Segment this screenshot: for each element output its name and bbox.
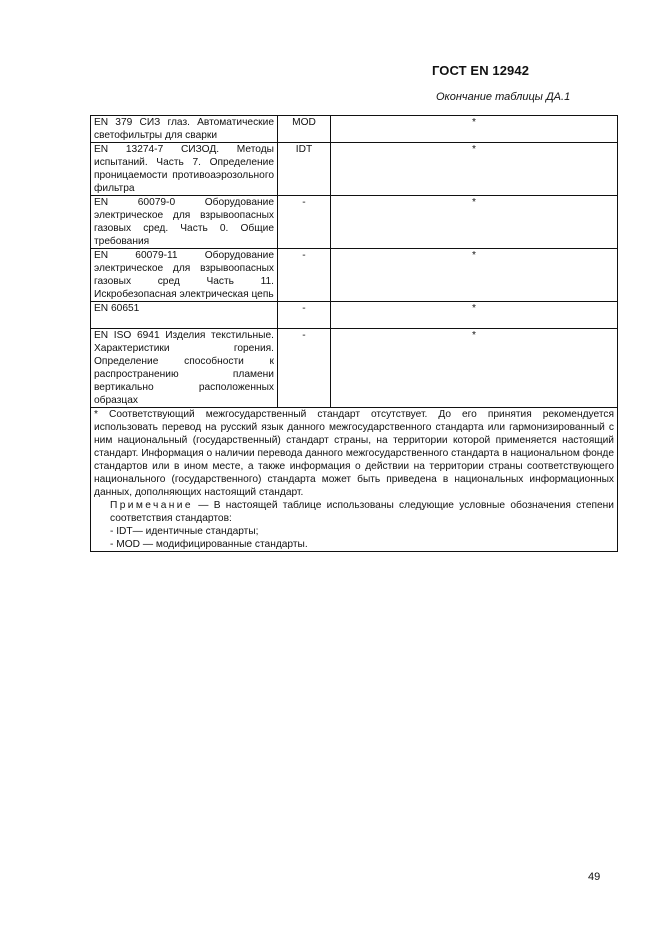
table-row (91, 116, 618, 143)
conformity-degree: - (278, 196, 331, 249)
footnote-text: * Соответствующий межгосударственный стандарт отсутствует. До его принятия рекомендуется использовать перевод на русский язык данного межгосударственного стандарта или гармонизированный с ним национальный (государственный) стандарт страны, на территории которой применяется настоящий стандарт. Информация о наличии перевода данного межгосударственного стандарта в национальном фонде стандартов или в ином месте, а также информация о действии на территории страны соответствующего национального (государственного) стандарта может быть приведена в национальных информационных данных, дополняющих настоящий стандарт. (94, 409, 614, 498)
national-standard: * (331, 116, 618, 143)
footnote-cell (91, 408, 618, 552)
table-caption: Окончание таблицы ДА.1 (436, 91, 571, 103)
footnote-row (91, 408, 618, 552)
standard-name: EN 60651 (91, 302, 278, 329)
standards-table (90, 115, 618, 552)
standard-name: EN 13274-7 СИЗОД. Методы испытаний. Часть 7. Определение проницаемости противоаэрозольного фильтра (91, 143, 278, 196)
national-standard: * (331, 302, 618, 329)
national-standard: * (331, 249, 618, 302)
conformity-degree: - (278, 302, 331, 329)
conformity-degree: - (278, 329, 331, 408)
note-text: — В настоящей таблице использованы следующие условные обозначения степени соответствия стандартов: (110, 500, 614, 524)
table-row (91, 196, 618, 249)
note-paragraph (94, 499, 614, 525)
standard-name: EN 60079-0 Оборудование электрическое для взрывоопасных газовых сред. Часть 0. Общие требования (91, 196, 278, 249)
table-row (91, 249, 618, 302)
standard-name: EN 60079-11 Оборудование электрическое для взрывоопасных газовых сред Часть 11. Искробезопасная электрическая цепь (91, 249, 278, 302)
table-row (91, 302, 618, 329)
standard-code: ГОСТ EN 12942 (432, 63, 530, 78)
conformity-degree: IDT (278, 143, 331, 196)
standard-name: EN ISO 6941 Изделия текстильные. Характеристики горения. Определение способности к распространению пламени вертикально расположенных образцах (91, 329, 278, 408)
page-number: 49 (588, 871, 601, 883)
conformity-degree: MOD (278, 116, 331, 143)
national-standard: * (331, 143, 618, 196)
note-label: Примечание (110, 500, 193, 511)
note-item: - IDT— идентичные стандарты; (110, 526, 259, 537)
conformity-degree: - (278, 249, 331, 302)
national-standard: * (331, 196, 618, 249)
standard-name: EN 379 СИЗ глаз. Автоматические светофильтры для сварки (91, 116, 278, 143)
table-row (91, 143, 618, 196)
national-standard: * (331, 329, 618, 408)
note-item: - MOD — модифицированные стандарты. (110, 539, 308, 550)
table-row (91, 329, 618, 408)
